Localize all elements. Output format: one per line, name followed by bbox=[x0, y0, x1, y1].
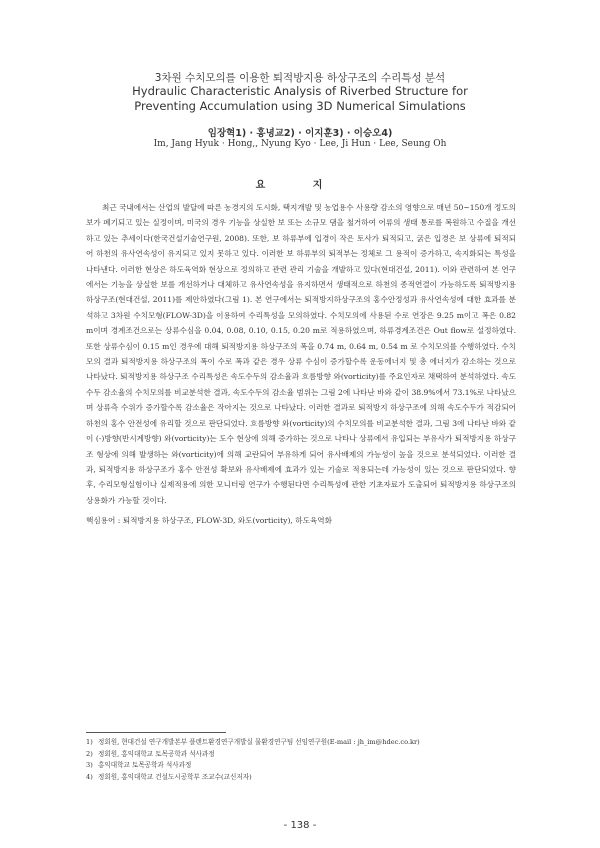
footnote-text: 정회원, 홍익대학교 토목공학과 석사과정 bbox=[98, 749, 215, 758]
footnotes bbox=[86, 737, 516, 783]
abstract-heading: 요 지 bbox=[255, 180, 345, 191]
footnote-number: 2) bbox=[86, 749, 93, 758]
footnote-number: 4) bbox=[86, 772, 93, 781]
title-english-line1: Hydraulic Characteristic Analysis of Riverbed Structure for bbox=[132, 84, 468, 98]
footnote-number: 1) bbox=[86, 738, 93, 746]
footnote-item bbox=[86, 749, 516, 761]
authors-korean: 임장혁1) · 홍녕교2) · 이지훈3) · 이승오4) bbox=[207, 128, 393, 139]
footnote-text: 정회원, 홍익대학교 건설도시공학부 조교수(교신저자) bbox=[98, 772, 252, 781]
title-english-line2: Preventing Accumulation using 3D Numerical Simulations bbox=[134, 99, 466, 113]
footnote-number: 3) bbox=[86, 761, 93, 770]
title-korean: 3차원 수치모의를 이용한 퇴적방지용 하상구조의 수리특성 분석 bbox=[154, 72, 446, 84]
footnote-item bbox=[86, 760, 516, 772]
keywords: 핵심용어 : 퇴적방지용 하상구조, FLOW-3D, 와도(vorticity), 하도육역화 bbox=[86, 516, 332, 525]
abstract-body bbox=[86, 200, 516, 508]
footnote-item bbox=[86, 772, 516, 784]
footnote-divider bbox=[86, 732, 226, 733]
page-number: - 138 - bbox=[283, 820, 317, 831]
footnote-text: 홍익대학교 토목공학과 석사과정 bbox=[98, 761, 192, 770]
footnote-text: 정회원, 현대건설 연구개발본부 플랜트환경연구개발실 물환경연구팀 선임연구원(E-mail : jh_im@hdec.co.kr) bbox=[98, 738, 420, 746]
authors-english: Im, Jang Hyuk · Hong,, Nyung Kyo · Lee, Ji Hun · Lee, Seung Oh bbox=[153, 139, 447, 149]
abstract-paragraph: 최근 국내에서는 산업의 발달에 따른 농경지의 도시화, 택지개발 및 농업용수 사용량 감소의 영향으로 매년 50~150개 정도의 보가 폐기되고 있는 실정이며, 미국의 경우 기능을 상실한 보 또는 소규모 댐을 철거하여 어류의 생태 통로를 복원하고 수질을 개선하고 있는 추세이다(한국건설기술연구원, 2008). 또한, 보 하류부에 입경이 작은 토사가 퇴적되고, 굵은 입경은 보 상류에 퇴적되어 하천의 유사연속성이 유지되고 있지 못하고 있다. 이러한 보 하류부의 퇴적부는 정체로 그 용적이 증가하고, 속지화되는 특성을 나타낸다. 이러한 현상은 하도육역화 현상으로 정의하고 관련 관리 기술을 개발하고 있다(현대건설, 2011). 이와 관련하여 본 연구에서는 기능을 상실한 보를 개선하거나 대체하고 유사연속성을 유지하면서 생태적으로 하천의 종적연결이 가능하도록 퇴적방지용 하상구조(현대건설, 2011)를 제안하였다(그림 1). 본 연구에서는 퇴적방지하상구조의 홍수안정성과 유사연속성에 대한 효과를 분석하고 3차원 수치모형(FLOW-3D)을 이용하여 수리특성을 모의하였다. 수치모의에 사용된 수로 연장은 9.25 m이고 폭은 0.82 m이며 경계조건으로는 상류수심을 0.04, 0.08, 0.10, 0.15, 0.20 m로 적용하였으며, 하류경계조건은 Out flow로 설정하였다. 또한 상류수심이 0.15 m인 경우에 대해 퇴적방지용 하상구조의 폭을 0.74 m, 0.64 m, 0.54 m 로 수치모의를 수행하였다. 수치모의 결과 퇴적방지용 하상구조의 폭이 수로 폭과 같은 경우 상류 수심이 증가할수록 운동에너지 및 총 에너지가 감소하는 것으로 나타났다. 퇴적방지용 하상구조 수리특성은 속도수두의 감소율과 흐름방향 와(vorticity)를 주요인자로 채택하여 분석하였다. 속도수두 감소율의 수치모의를 비교분석한 결과, 속도수두의 감소율 범위는 그림 2에 나타난 바와 같이 38.9%에서 73.1%로 나타났으며 상류측 수위가 증가할수록 감소율은 작아지는 것으로 나타났다. 이러한 결과로 퇴적방지 하상구조에 의해 속도수두가 적감되어 하천의 홍수 안전성에 유리할 것으로 판단되었다. 흐름방향 와(vorticity)의 수치모의를 비교분석한 결과, 그림 3에 나타난 바와 같이 (-)방향(반시계방향) 와(vorticity)는 도수 현상에 의해 증가하는 것으로 나타나 상류에서 유입되는 부유사가 퇴적방지용 하상구조 형상에 의해 발생하는 와(vorticity)에 의해 교란되어 부유하게 되어 유사배제의 가능성이 높을 것으로 분석되었다. 이러한 결과, 퇴적방지용 하상구조가 홍수 안전성 확보와 유사배제에 효과가 있는 기술로 적용되는데 가능성이 있는 것으로 판단되었다. 향후, 수리모형실험이나 실제적용에 의한 모니터링 연구가 수행된다면 수리특성에 관한 기초자료가 도출되어 퇴적방지용 하상구조의 상용화가 가능할 것이다. bbox=[86, 203, 516, 505]
footnote-item bbox=[86, 737, 516, 749]
